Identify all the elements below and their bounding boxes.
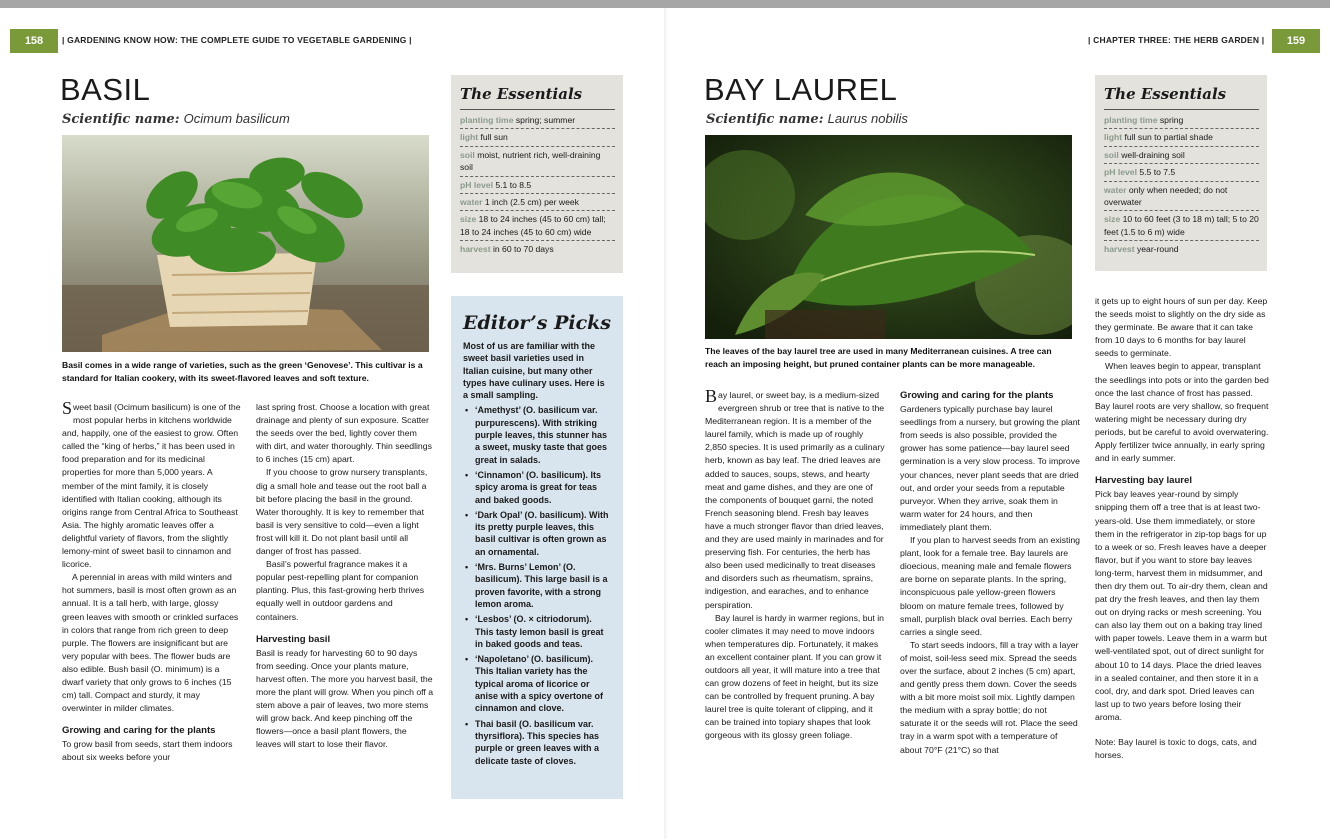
essentials-row: pH level 5.5 to 7.5: [1104, 164, 1259, 181]
essentials-row: water 1 inch (2.5 cm) per week: [460, 194, 615, 211]
essentials-row: soil well-draining soil: [1104, 147, 1259, 164]
basil-column-2: [256, 401, 434, 806]
bay-laurel-column-2: [900, 389, 1080, 807]
running-head-right: | CHAPTER THREE: THE HERB GARDEN |: [1088, 35, 1265, 45]
basil-caption: Basil comes in a wide range of varieties, such as the green ‘Genovese’. This cultivar is a standard for Italian cookery, with its sweet-flavored leaves and soft texture.: [62, 360, 423, 383]
section-heading: Growing and caring for the plants: [62, 725, 216, 737]
essentials-row: light full sun to partial shade: [1104, 129, 1259, 146]
essentials-box-basil: [451, 75, 623, 273]
scientific-name-basil: [62, 111, 290, 127]
basil-column-1: [62, 401, 242, 806]
body-paragraph: Gardeners typically purchase bay laurel seedlings from a nursery, but growing the plant from seeds is also possible, provided the grower has some patience—bay laurel seed germination is a very slow process. To improve your chances, never plant seeds that are dried out, and order your seeds from a reputable purveyor. When they arrive, soak them in warm water for 24 hours, and then immediately plant them.: [900, 404, 1080, 532]
bay-laurel-caption: The leaves of the bay laurel tree are used in many Mediterranean cuisines. A tree can reach an imposing height, but pruned container plants can be more manageable.: [705, 346, 1052, 369]
essentials-box-bay-laurel: [1095, 75, 1267, 271]
essentials-heading: The Essentials: [460, 85, 615, 110]
body-paragraph: Pick bay leaves year-round by simply snipping them off a tree that is at least two-years-old. Use them immediately, or store them in the refrigerator in zip-top bags for up to a week or so. Fresh leaves have a deeper flavor, but if you want to store bay leaves long-term, harvest them in midsummer, and then dry them out. To air-dry them, clean and pat dry the fresh leaves, and then lay them out on drying racks or mesh screening. You can also lay them out on a baking tray lined with paper towels. Leave them in a warm but well-ventilated spot, out of direct sunlight for about 10 to 14 days. Place the dried leaves in a sealed container, and then store it in a cool, dry, and dark spot. Dried leaves can last up to two years before losing their aroma.: [1095, 489, 1268, 722]
running-head-left: | GARDENING KNOW HOW: THE COMPLETE GUIDE TO VEGETABLE GARDENING |: [62, 35, 412, 45]
essentials-row: water only when needed; do not overwater: [1104, 182, 1259, 212]
list-item: • ‘Lesbos’ (O. × citriodorum). This tasty lemon basil is great in baked goods and teas.: [463, 613, 611, 650]
top-rule: [0, 0, 1330, 8]
essentials-row: light full sun: [460, 129, 615, 146]
essentials-row: size 18 to 24 inches (45 to 60 cm) tall; 18 to 24 inches (45 to 60 cm) wide: [460, 211, 615, 241]
list-item: • Thai basil (O. basilicum var. thyrsiflora). This species has purple or green leaves with a delicate taste of cloves.: [463, 718, 611, 767]
list-item: • ‘Mrs. Burns’ Lemon’ (O. basilicum). This large basil is a proven favorite, with a strong lemon aroma.: [463, 561, 611, 610]
essentials-row: size 10 to 60 feet (3 to 18 m) tall; 5 to 20 feet (1.5 to 6 m) wide: [1104, 211, 1259, 241]
editors-picks-list: [463, 404, 611, 766]
body-paragraph: If you plan to harvest seeds from an existing plant, look for a female tree. Bay laurels are dioecious, meaning male and female flowers are borne on separate plants. In the spring, inconspicuous pale yellow-green flowers bloom on mature female trees, followed by small, purplish black oval berries. Each berry carries a single seed.: [900, 535, 1080, 637]
body-paragraph: To start seeds indoors, fill a tray with a layer of moist, soil-less seed mix. Spread the seeds over the surface, about 2 inches (5 cm) apart, and gently press them down. Cover the seeds with a bit more moist soil mix. Lightly dampen the medium with a spray bottle; do not saturate it or the seeds will rot. Place the seed tray in a warm spot with a temperature of about 70°F (21°C) so that: [900, 639, 1079, 755]
page-title-bay-laurel: BAY LAUREL: [704, 72, 898, 107]
body-paragraph: last spring frost. Choose a location with great drainage and plenty of sun exposure. Scatter the seeds over the bed, lightly cover them with dirt, and water thoroughly. Thin seedlings to 6 inches (15 cm) apart.: [256, 402, 432, 465]
page-number-right: 159: [1272, 29, 1320, 53]
body-paragraph: Basil’s powerful fragrance makes it a popular pest-repelling plant for companion planting. Plus, this fast-growing herb thrives equally well in outdoor gardens and containers.: [256, 559, 425, 622]
essentials-row: planting time spring; summer: [460, 112, 615, 129]
list-item: • ‘Napoletano’ (O. basilicum). This Italian variety has the typical aroma of licorice or anise with a spicy overtone of cinnamon and clove.: [463, 653, 611, 714]
page-title-basil: BASIL: [60, 72, 151, 107]
bay-laurel-photo: [705, 135, 1072, 339]
section-heading: Harvesting basil: [256, 633, 331, 645]
scientific-value: Ocimum basilicum: [183, 111, 290, 126]
essentials-row: harvest year-round: [1104, 244, 1179, 255]
body-paragraph: To grow basil from seeds, start them indoors about six weeks before your: [62, 739, 233, 763]
section-heading: Growing and caring for the plants: [900, 390, 1054, 401]
scientific-value: Laurus nobilis: [827, 111, 908, 126]
scientific-name-bay-laurel: [706, 111, 908, 127]
list-item: • ‘Dark Opal’ (O. basilicum). With its pretty purple leaves, this basil cultivar is often grown as an ornamental.: [463, 509, 611, 558]
section-heading: Harvesting bay laurel: [1095, 475, 1193, 487]
note-paragraph: Note: Bay laurel is toxic to dogs, cats, and horses.: [1095, 737, 1257, 761]
basil-photo: [62, 135, 429, 352]
page-gutter: [664, 8, 668, 839]
essentials-row: soil moist, nutrient rich, well-draining soil: [460, 147, 615, 177]
body-paragraph: When leaves begin to appear, transplant the seedlings into pots or into the garden bed once the last chance of frost has passed. Bay laurel roots are very shallow, so frequent watering might be necessary during dry periods, but be careful to avoid overwatering. Apply fertilizer twice annually, in early spring and in early summer.: [1095, 361, 1269, 464]
bay-laurel-column-1: [705, 389, 885, 807]
body-paragraph: it gets up to eight hours of sun per day. Keep the seeds moist to slightly on the dry side as they germinate. Be aware that it can take from 10 days to 6 months for bay laurel seeds to germinate.: [1095, 296, 1268, 359]
editors-picks-box: [451, 296, 623, 799]
scientific-label: Scientific name:: [62, 112, 180, 127]
essentials-row: pH level 5.1 to 8.5: [460, 177, 615, 194]
body-paragraph: Sweet basil (Ocimum basilicum) is one of the most popular herbs in kitchens worldwide and, happily, one of the easiest to grow. Often called the “king of herbs,” it has been used in food preparation and for its medicinal properties for more than 5,000 years. A member of the mint family, it is closely identified with Italian cooking, although its origins range from Central Africa to Southeast Asia. The highly aromatic leaves offer a delightful variety of flavors, from the slightly lemony-mint of sweet basil to cinnamon and licorice.: [62, 401, 241, 570]
editors-picks-intro: Most of us are familiar with the sweet basil varieties used in Italian cuisine, but many other types have culinary uses. Here is a small sampling.: [463, 341, 605, 401]
page-number-left: 158: [10, 29, 58, 53]
body-paragraph: A perennial in areas with mild winters and hot summers, basil is most often grown as an annual. It is a tall herb, with large, glossy green leaves with smooth or crinkled surfaces in colors that range from rich green to deep purple. The flowers are insignificant but are very popular with bees. The flower buds are also edible. Bush basil (O. minimum) is a dwarf variety that only grows to 6 inches (15 cm) tall. Compact and sturdy, it may overwinter in milder climates.: [62, 572, 239, 714]
essentials-heading: The Essentials: [1104, 85, 1259, 110]
scientific-label: Scientific name:: [706, 112, 824, 127]
list-item: • ‘Cinnamon’ (O. basilicum). Its spicy aroma is great for teas and baked goods.: [463, 469, 611, 506]
essentials-row: planting time spring: [1104, 112, 1259, 129]
body-paragraph: If you choose to grow nursery transplants, dig a small hole and tease out the root ball a bit before placing the basil in the ground. Water thoroughly. It is key to remember that basil is very sensitive to cold—even a light frost will kill it. Do not plant basil until all danger of frost has passed.: [256, 467, 428, 557]
essentials-row: harvest in 60 to 70 days: [460, 244, 554, 255]
list-item: • ‘Amethyst’ (O. basilicum var. purpurescens). With striking purple leaves, this stunner has a sweet, musky taste that goes great in salads.: [463, 404, 611, 465]
body-paragraph: Basil is ready for harvesting 60 to 90 days from seeding. Once your plants mature, harvest often. The more you harvest basil, the more the plant will grow. When you pinch off a stem above a pair of leaves, two more stems will grow back. And keep pinching off the flowers—once a basil plant flowers, the leaves will start to lose their flavor.: [256, 647, 434, 750]
editors-picks-heading: Editor’s Picks: [463, 312, 612, 334]
body-paragraph: Bay laurel, or sweet bay, is a medium-sized evergreen shrub or tree that is native to the Mediterranean region. It is a member of the laurel family, which is made up of roughly 2,850 species. It is used primarily as a culinary herb, known as bay leaf. The dried leaves are added to sauces, soups, stews, and hearty meat and game dishes, and they are one of the components of bouquet garni, the noted French seasoning blend. Fresh bay leaves have a much stronger flavor than dried leaves, and they are used mainly in marinades and for preserving fish. For centuries, the herb has also been used medicinally to treat diseases and disorders such as rheumatism, sprains, indigestion, and earaches, and to enhance perspiration.: [705, 389, 885, 610]
bay-laurel-column-3: [1095, 295, 1270, 807]
body-paragraph: Bay laurel is hardy in warmer regions, but in cooler climates it may need to move indoors when temperatures dip. Fortunately, it makes an excellent container plant. If you can grow it outdoors all year, it will mature into a tree that can grow dozens of feet in height, but its size can be controlled by frequent pruning. A bay laurel tree is quite tolerant of clipping, and it can be trained into topiary shapes that look gorgeous with its glossy green foliage.: [705, 612, 884, 741]
